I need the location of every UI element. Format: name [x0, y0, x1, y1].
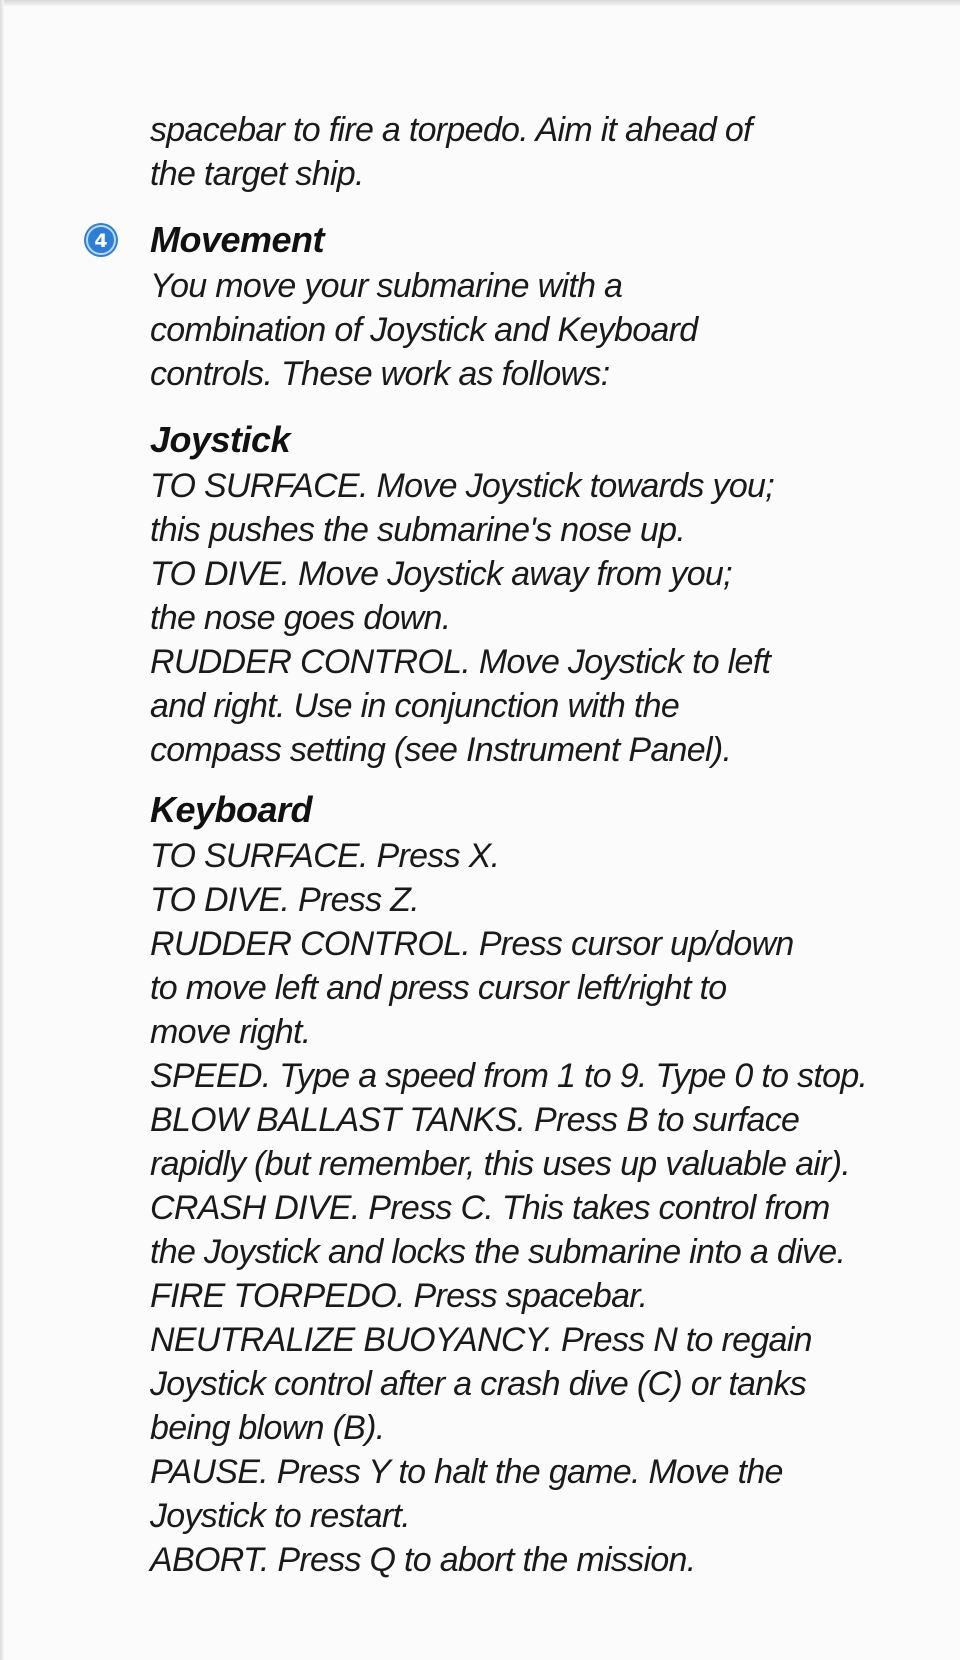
intro-line: spacebar to fire a torpedo. Aim it ahead of [150, 111, 752, 149]
spacer [150, 196, 940, 216]
keyboard-line: BLOW BALLAST TANKS. Press B to surface [150, 1101, 800, 1139]
movement-section [94, 216, 940, 396]
joystick-line: and right. Use in conjunction with the [150, 687, 680, 725]
page-left-edge [0, 0, 4, 1660]
joystick-line: TO DIVE. Move Joystick away from you; [150, 555, 732, 593]
movement-line: combination of Joystick and Keyboard [150, 311, 698, 349]
keyboard-line: PAUSE. Press Y to halt the game. Move the [150, 1453, 783, 1491]
keyboard-heading: Keyboard [150, 789, 313, 830]
keyboard-line: Joystick control after a crash dive (C) or tanks [150, 1365, 807, 1403]
joystick-line: this pushes the submarine's nose up. [150, 511, 686, 549]
keyboard-line: move right. [150, 1013, 311, 1051]
keyboard-line: rapidly (but remember, this uses up valuable air). [150, 1145, 851, 1183]
movement-heading: Movement [150, 219, 325, 260]
keyboard-line: being blown (B). [150, 1409, 385, 1447]
joystick-line: the nose goes down. [150, 599, 451, 637]
intro-section [150, 108, 940, 196]
keyboard-line: the Joystick and locks the submarine into a dive. [150, 1233, 846, 1271]
keyboard-line: FIRE TORPEDO. Press spacebar. [150, 1277, 648, 1315]
keyboard-line: CRASH DIVE. Press C. This takes control from [150, 1189, 830, 1227]
page-top-edge [0, 0, 960, 6]
joystick-section [150, 416, 940, 772]
joystick-heading: Joystick [150, 419, 291, 460]
keyboard-line: ABORT. Press Q to abort the mission. [150, 1541, 696, 1579]
keyboard-line: NEUTRALIZE BUOYANCY. Press N to regain [150, 1321, 812, 1359]
keyboard-line: to move left and press cursor left/right to [150, 969, 727, 1007]
joystick-line: RUDDER CONTROL. Move Joystick to left [150, 643, 771, 681]
joystick-line: TO SURFACE. Move Joystick towards you; [150, 467, 774, 505]
movement-line: You move your submarine with a [150, 267, 623, 305]
manual-page-content [94, 108, 940, 1582]
spacer [150, 772, 940, 786]
keyboard-line: TO DIVE. Press Z. [150, 881, 419, 919]
keyboard-line: TO SURFACE. Press X. [150, 837, 500, 875]
spacer [150, 396, 940, 416]
badge-number: 4 [94, 230, 108, 252]
movement-line: controls. These work as follows: [150, 355, 610, 393]
keyboard-section [150, 786, 940, 1582]
keyboard-line: RUDDER CONTROL. Press cursor up/down [150, 925, 794, 963]
keyboard-line: Joystick to restart. [150, 1497, 410, 1535]
keyboard-line: SPEED. Type a speed from 1 to 9. Type 0 to stop. [150, 1057, 868, 1095]
joystick-line: compass setting (see Instrument Panel). [150, 731, 732, 769]
intro-line: the target ship. [150, 155, 364, 193]
section-number-4-icon [83, 222, 119, 258]
